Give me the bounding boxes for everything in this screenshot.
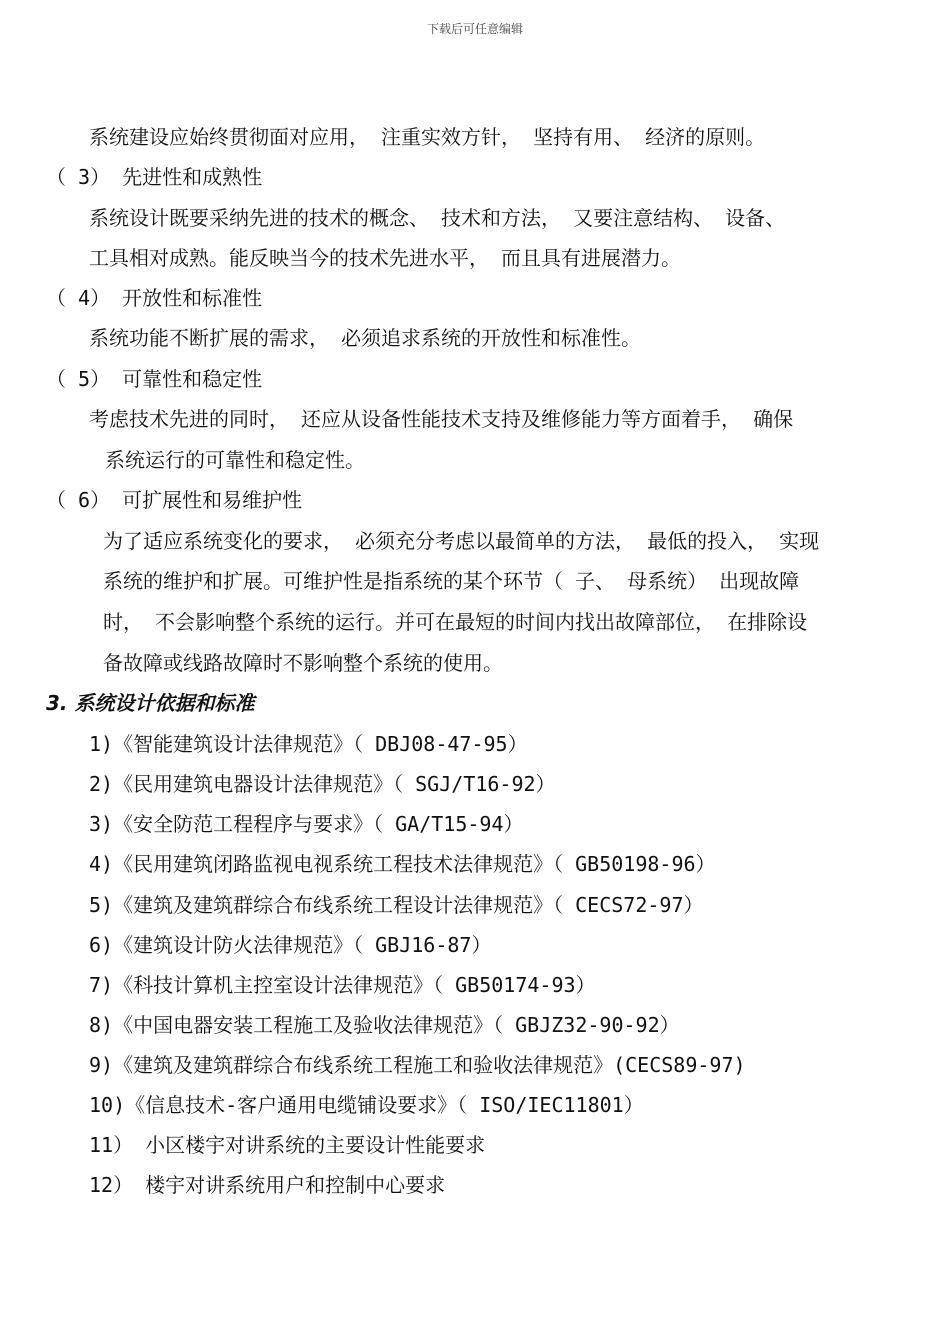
item-4-body-1: 系统功能不断扩展的需求， 必须追求系统的开放性和标准性。: [89, 326, 642, 350]
standard-item: 10)《信息技术-客户通用电缆铺设要求》（ ISO/IEC11801）: [89, 1093, 644, 1117]
item-4-heading: （ 4） 开放性和标准性: [46, 286, 263, 310]
standard-item: 1)《智能建筑设计法律规范》（ DBJ08-47-95）: [89, 732, 528, 756]
standard-item: 2)《民用建筑电器设计法律规范》（ SGJ/T16-92）: [89, 772, 556, 796]
item-3-body-2: 工具相对成熟。能反映当今的技术先进水平， 而且具有进展潜力。: [89, 246, 682, 270]
item-6-body-1: 为了适应系统变化的要求， 必须充分考虑以最简单的方法， 最低的投入， 实现: [103, 529, 820, 553]
item-6-body-4: 备故障或线路故障时不影响整个系统的使用。: [103, 651, 503, 675]
standard-item: 12） 楼宇对讲系统用户和控制中心要求: [89, 1173, 446, 1197]
item-5-body-2: 系统运行的可靠性和稳定性。: [105, 448, 365, 472]
item-3-body-1: 系统设计既要采纳先进的技术的概念、 技术和方法， 又要注意结构、 设备、: [89, 206, 786, 230]
item-6-heading: （ 6） 可扩展性和易维护性: [46, 488, 303, 512]
standard-item: 8)《中国电器安装工程施工及验收法律规范》（ GBJZ32-90-92）: [89, 1013, 680, 1037]
section-3-title: 3. 系统设计依据和标准: [46, 691, 255, 715]
standard-item: 6)《建筑设计防火法律规范》（ GBJ16-87）: [89, 933, 492, 957]
standard-item: 4)《民用建筑闭路监视电视系统工程技术法律规范》（ GB50198-96）: [89, 852, 716, 876]
standard-item: 11） 小区楼宇对讲系统的主要设计性能要求: [89, 1133, 486, 1157]
standard-item: 3)《安全防范工程程序与要求》（ GA/T15-94）: [89, 812, 524, 836]
standard-item: 7)《科技计算机主控室设计法律规范》（ GB50174-93）: [89, 973, 596, 997]
intro-line: 系统建设应始终贯彻面对应用， 注重实效方针， 坚持有用、 经济的原则。: [89, 125, 766, 149]
item-5-heading: （ 5） 可靠性和稳定性: [46, 367, 263, 391]
standard-item: 5)《建筑及建筑群综合布线系统工程设计法律规范》（ CECS72-97）: [89, 893, 704, 917]
page-header: 下载后可任意编辑: [426, 22, 523, 36]
item-3-heading: （ 3） 先进性和成熟性: [46, 165, 263, 189]
standard-item: 9)《建筑及建筑群综合布线系统工程施工和验收法律规范》(CECS89-97): [89, 1053, 746, 1077]
item-6-body-2: 系统的维护和扩展。可维护性是指系统的某个环节（ 子、 母系统） 出现故障: [103, 569, 800, 593]
item-5-body-1: 考虑技术先进的同时， 还应从设备性能技术支持及维修能力等方面着手， 确保: [89, 407, 794, 431]
item-6-body-3: 时， 不会影响整个系统的运行。并可在最短的时间内找出故障部位， 在排除设: [103, 610, 808, 634]
